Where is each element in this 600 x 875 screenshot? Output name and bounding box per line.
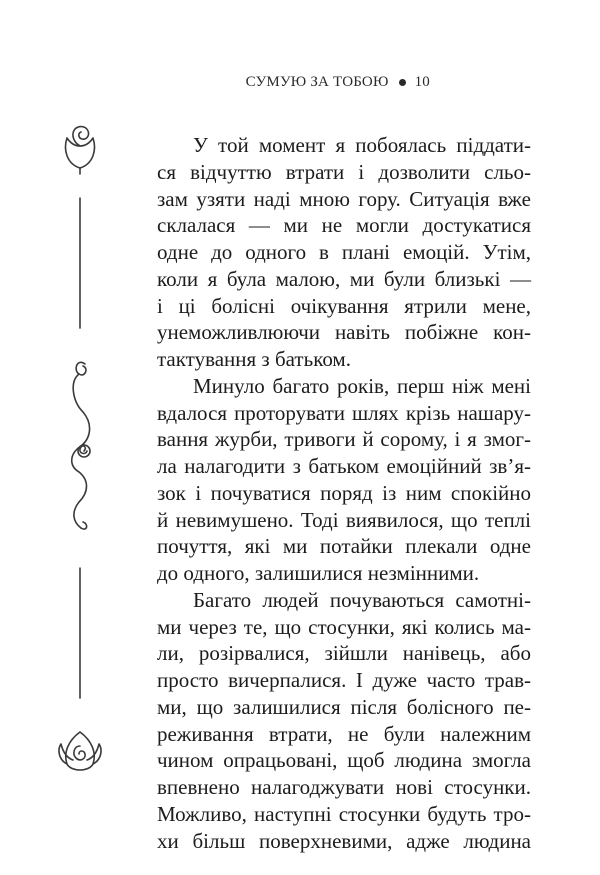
paragraph-1-line-9: тактування з батьком. — [157, 347, 351, 371]
paragraph-1-line-8: унеможливлюючи навіть побіжне кон- — [157, 320, 531, 345]
paragraph-3-line-10: хи більш поверхневими, адже людина — [157, 828, 531, 853]
paragraph-3-line-7: чином опрацьовані, щоб людина змогла — [157, 748, 531, 773]
lotus-bud-icon — [59, 732, 101, 770]
paragraph-2-line-1: Минуло багато років, перш ніж мені — [193, 373, 531, 398]
running-title: СУМУЮ ЗА ТОБОЮ — [245, 74, 389, 90]
paragraph-3-line-9: Можливо, наступні стосунки будуть тро- — [157, 801, 531, 826]
paragraph-2-line-4: ла налагодити з батьком емоційний зв’я- — [157, 454, 531, 478]
rose-bud-icon — [66, 127, 95, 174]
paragraph-1-line-7: і ці болісні очікування ятрили мене, — [157, 293, 531, 318]
paragraph-2-line-7: почуття, які ми потайки плекали одне — [157, 534, 531, 559]
paragraph-1-line-2: ся відчуттю втрати і дозволити сльо- — [157, 159, 531, 184]
running-header — [246, 74, 430, 91]
paragraph-3-line-1: Багато людей почуваються самотні- — [193, 587, 531, 612]
scroll-vine-icon — [72, 362, 90, 529]
paragraph-3-line-6: реживання втрати, не були належним — [157, 721, 531, 746]
paragraph-2-line-8: до одного, залишилися незмінними. — [157, 561, 480, 585]
paragraph-2-line-6: й невимушено. Тоді виявилося, що теплі — [157, 507, 531, 532]
paragraph-3-line-8: впевнено налагоджувати нові стосунки. — [157, 775, 531, 799]
paragraph-3-line-2: ми через те, що стосунки, які колись ма- — [157, 614, 531, 639]
paragraph-3-line-3: ли, розірвалися, зійшли нанівець, або — [157, 641, 531, 666]
paragraph-1-line-3: зам узяти наді мною гору. Ситуація вже — [157, 186, 531, 211]
paragraph-1-line-1: У той момент я побоялась піддати- — [193, 133, 531, 157]
paragraph-1-line-6: коли я була малою, ми були близькі — — [157, 266, 531, 291]
paragraph-1-line-4: склалася — ми не могли достукатися — [157, 213, 531, 238]
paragraph-2-line-2: вдалося проторувати шлях крізь нашару- — [157, 400, 531, 425]
bullet-dot-icon — [399, 79, 406, 86]
paragraph-2-line-5: зок і почуватися поряд із ним спокійно — [157, 480, 531, 505]
margin-ornament — [55, 120, 105, 780]
page-number: 10 — [414, 74, 430, 90]
paragraph-3-line-4: просто вичерпалися. І дуже часто трав- — [157, 668, 531, 692]
paragraph-1-line-5: одне до одного в плані емоцій. Утім, — [157, 240, 531, 264]
paragraph-2-line-3: вання журби, тривоги й сорому, і я змог- — [157, 427, 531, 452]
paragraph-3-line-5: ми, що залишилися після болісного пе- — [157, 694, 531, 719]
body-text — [157, 132, 531, 854]
